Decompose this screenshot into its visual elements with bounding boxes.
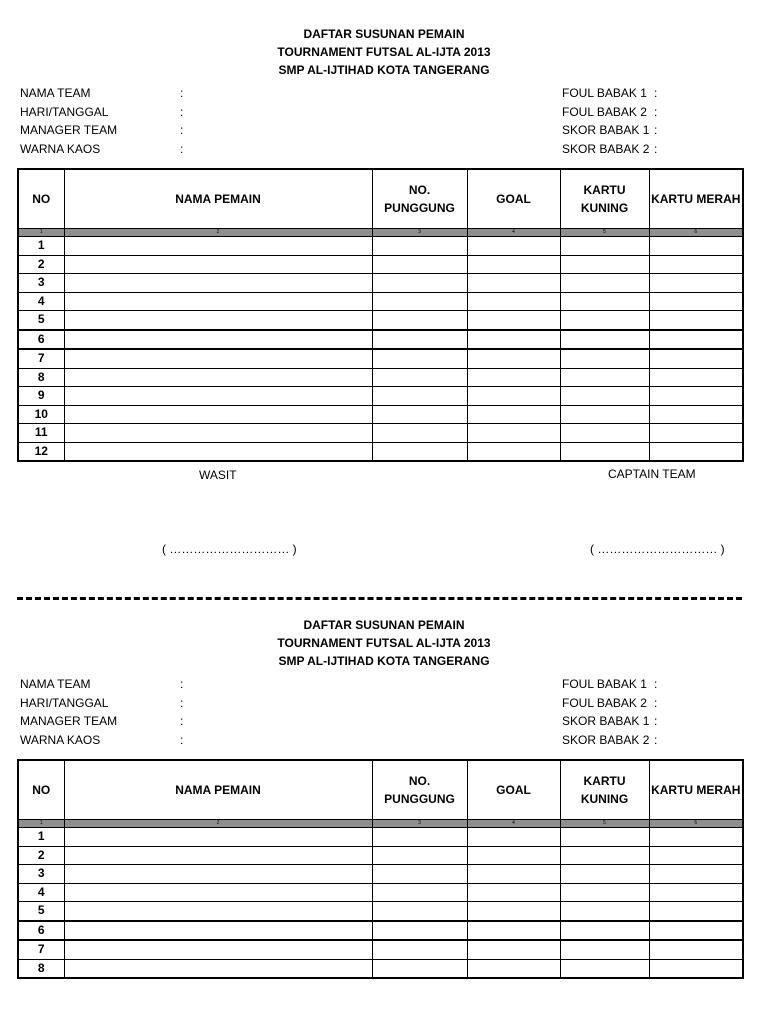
column-number-row: 1 2 3 4 5 6 [18,820,743,828]
title-line-3: SMP AL-IJTIHAD KOTA TANGERANG [278,63,490,77]
title-line-3: SMP AL-IJTIHAD KOTA TANGERANG [278,654,490,668]
header-kartu-merah: KARTU MERAH [649,760,743,820]
title-block [0,25,768,79]
field-hari-tanggal: HARI/TANGGAL [20,695,109,710]
header-kartu-merah: KARTU MERAH [649,169,743,229]
field-hari-tanggal: HARI/TANGGAL [20,104,109,119]
field-nama-team: NAMA TEAM [20,677,91,691]
field-foul-babak-1: FOUL BABAK 1 [562,86,647,100]
player-table [17,759,744,979]
field-skor-babak-2: SKOR BABAK 2 [562,732,650,747]
title-block [0,616,768,670]
header-no-punggung: NO. PUNGGUNG [372,169,467,229]
table-row: 8 [18,368,743,387]
field-skor-babak-1: SKOR BABAK 1 [562,123,650,137]
table-row: 5 [18,902,743,921]
table-row: 9 [18,387,743,406]
field-nama-team: NAMA TEAM [20,86,91,100]
captain-signature-blank: ( ………………………… ) [590,542,725,556]
header-no: NO [18,760,64,820]
table-row: 4 [18,883,743,902]
table-row: 1 [18,237,743,256]
header-goal: GOAL [467,169,560,229]
title-line-1: DAFTAR SUSUNAN PEMAIN [303,27,465,41]
field-manager-team: MANAGER TEAM [20,123,118,137]
title-line-2: TOURNAMENT FUTSAL AL-IJTA 2013 [277,636,491,650]
table-row: 7 [18,940,743,959]
table-row: 2 [18,255,743,274]
table-row: 1 [18,828,743,847]
header-no: NO [18,169,64,229]
table-row: 2 [18,846,743,865]
table-row: 4 [18,292,743,311]
score-info: FOUL BABAK 1 : FOUL BABAK 2 : SKOR BABAK 1 : SKOR BABAK 2 : [562,675,664,749]
field-skor-babak-2: SKOR BABAK 2 [562,141,650,156]
score-info: FOUL BABAK 1 : FOUL BABAK 2 : SKOR BABAK 1 : SKOR BABAK 2 : [562,84,664,158]
captain-label: CAPTAIN TEAM [608,467,696,481]
wasit-signature-blank: ( ………………………… ) [162,542,297,556]
table-row: 8 [18,959,743,978]
title-line-2: TOURNAMENT FUTSAL AL-IJTA 2013 [277,45,491,59]
table-row: 7 [18,349,743,368]
team-info: NAMA TEAM : HARI/TANGGAL : MANAGER TEAM : WARNA KAOS : [20,84,190,158]
header-nama-pemain: NAMA PEMAIN [64,760,372,820]
field-skor-babak-1: SKOR BABAK 1 [562,714,650,728]
field-foul-babak-2: FOUL BABAK 2 [562,104,647,119]
player-table [17,168,744,462]
wasit-label: WASIT [199,468,237,482]
header-goal: GOAL [467,760,560,820]
field-foul-babak-1: FOUL BABAK 1 [562,677,647,691]
table-row: 5 [18,311,743,330]
table-row: 6 [18,921,743,941]
field-warna-kaos: WARNA KAOS [20,141,101,156]
header-no-punggung: NO. PUNGGUNG [372,760,467,820]
team-info: NAMA TEAM : HARI/TANGGAL : MANAGER TEAM : WARNA KAOS : [20,675,190,749]
table-row: 11 [18,424,743,443]
table-row: 10 [18,405,743,424]
table-row: 6 [18,330,743,350]
table-row: 3 [18,274,743,293]
field-manager-team: MANAGER TEAM [20,714,118,728]
column-number-row: 1 2 3 4 5 6 [18,229,743,237]
table-row: 3 [18,865,743,884]
header-row [18,760,743,820]
header-nama-pemain: NAMA PEMAIN [64,169,372,229]
header-kartu-kuning: KARTU KUNING [560,760,649,820]
header-row [18,169,743,229]
field-warna-kaos: WARNA KAOS [20,732,101,747]
cut-line-divider [17,597,742,600]
header-kartu-kuning: KARTU KUNING [560,169,649,229]
field-foul-babak-2: FOUL BABAK 2 [562,695,647,710]
title-line-1: DAFTAR SUSUNAN PEMAIN [303,618,465,632]
table-row: 12 [18,442,743,461]
